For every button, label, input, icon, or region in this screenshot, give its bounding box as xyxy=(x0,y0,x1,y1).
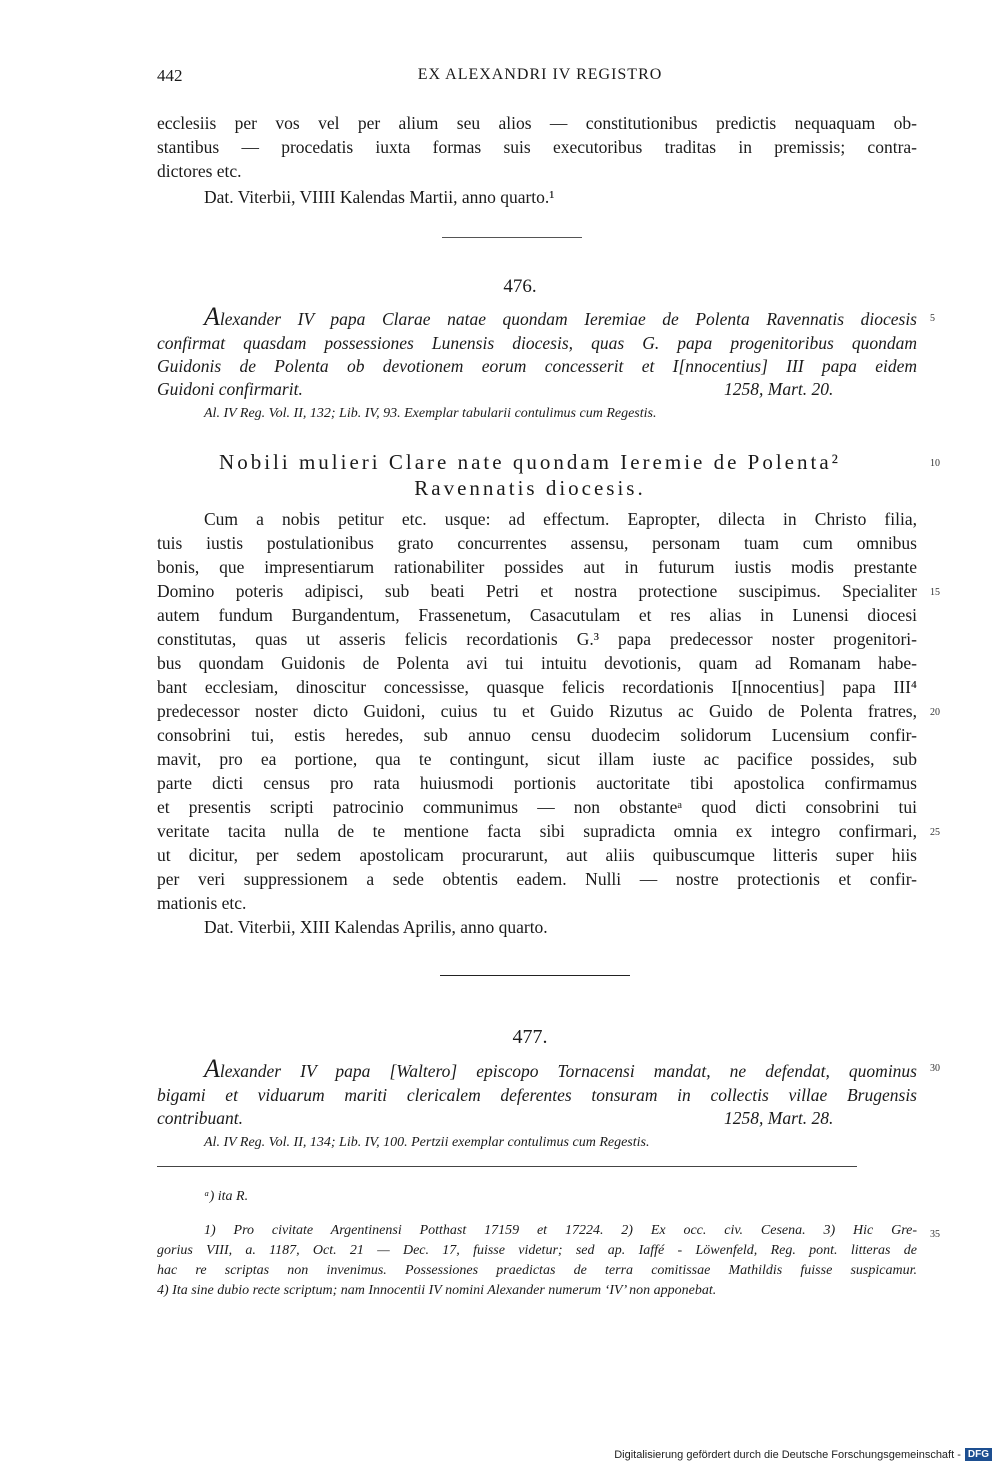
regest-line: Guidoni confirmarit. xyxy=(157,379,303,399)
footnote-rule xyxy=(157,1166,857,1167)
body-line: bus quondam Guidonis de Polenta avi tui intuitu devotionis, quam ad Romanam habe- xyxy=(157,653,917,673)
text-line: stantibus — procedatis iuxta formas suis executoribus traditas in premissis; contra- xyxy=(157,137,917,157)
regest-line: contribuant. xyxy=(157,1108,244,1128)
body-line: veritate tacita nulla de te mentione facta sibi supradicta omnia ex integro confirmari, xyxy=(157,821,917,841)
body-line: et presentis scripti patrocinio communimus — non obstanteᵃ quod dicti consobrini tui xyxy=(157,797,917,817)
document-number: 477. xyxy=(512,1026,548,1048)
body-line: per veri suppressionem a sede obtentis eadem. Nulli — nostre protectionis et confir- xyxy=(157,869,917,889)
margin-line-number: 30 xyxy=(930,1063,940,1074)
variant-note: ᵃ) ita R. xyxy=(204,1189,249,1204)
margin-line-number: 15 xyxy=(930,587,940,598)
body-line: parte dicti census pro rata huiusmodi portionis auctoritate tibi apostolica confirmamus xyxy=(157,773,917,793)
running-title: EX ALEXANDRI IV REGISTRO xyxy=(417,66,663,83)
digitization-credit xyxy=(614,1448,992,1461)
body-line: bonis, que impresentiarum rationabiliter possides aut in futurum iustis modis prestante xyxy=(157,557,917,577)
dating-line: Dat. Viterbii, VIIII Kalendas Martii, anno quarto.¹ xyxy=(204,187,555,207)
footnote-line: 1) Pro civitate Argentinensi Potthast 17159 et 17224. 2) Ex occ. civ. Cesena. 3) Hic Gre- xyxy=(204,1223,917,1238)
body-line: ut dicitur, per sedem apostolicam procurarunt, aut aliis quibuscumque litteris super hiis xyxy=(157,845,917,865)
body-line: Domino poteris adipisci, sub beati Petri et nostra protectione suscipimus. Specialiter xyxy=(157,581,917,601)
regest-line-text: lexander IV papa [Waltero] episcopo Tornacensi mandat, ne defendat, quominus xyxy=(219,1061,917,1081)
regest-line-text: lexander IV papa Clarae natae quondam Ieremiae de Polenta Ravennatis diocesis xyxy=(219,309,917,329)
regest-initial: A xyxy=(204,302,220,331)
body-line: constitutas, quas ut asseris felicis recordationis G.³ papa predecessor noster progenitori- xyxy=(157,629,917,649)
source-note: Al. IV Reg. Vol. II, 132; Lib. IV, 93. Exemplar tabularii contulimus cum Regestis. xyxy=(204,406,657,421)
margin-line-number: 25 xyxy=(930,827,940,838)
address-line: Ravennatis diocesis. xyxy=(414,476,646,500)
footnote-line: gorius VIII, a. 1187, Oct. 21 — Dec. 17, fuisse videtur; sed ap. Iaffé - Löwenfeld, Reg. pont. litteras de xyxy=(157,1243,917,1258)
margin-line-number: 20 xyxy=(930,707,940,718)
margin-line-number: 10 xyxy=(930,458,940,469)
dating-line: Dat. Viterbii, XIII Kalendas Aprilis, anno quarto. xyxy=(204,917,548,937)
text-line: ecclesiis per vos vel per alium seu alios — constitutionibus predictis nequaquam ob- xyxy=(157,113,917,133)
margin-line-number: 35 xyxy=(930,1229,940,1240)
regest-line xyxy=(204,1054,917,1084)
section-separator xyxy=(440,975,630,976)
credit-text: Digitalisierung gefördert durch die Deutsche Forschungsgemeinschaft - xyxy=(614,1448,961,1461)
regest-line: Guidonis de Polenta ob devotionem eorum concesserit et I[nnocentius] III papa eidem xyxy=(157,356,917,376)
footnote-line: hac re scriptas non invenimus. Possessiones praedictas de terra comitissae Mathildis fuisse suspicamur. xyxy=(157,1263,917,1278)
body-line: mationis etc. xyxy=(157,893,247,913)
body-line: tuis iustis postulationibus grato concurrentes assensu, personam tuam cum omnibus xyxy=(157,533,917,553)
regest-initial: A xyxy=(204,1054,220,1083)
regest-line: bigami et viduarum mariti clericalem deferentes tonsuram in collectis villae Brugensis xyxy=(157,1085,917,1105)
regest-date: 1258, Mart. 28. xyxy=(724,1108,834,1128)
section-separator xyxy=(442,237,582,238)
margin-line-number: 5 xyxy=(930,313,935,324)
regest-line: confirmat quasdam possessiones Lunensis diocesis, quas G. papa progenitoribus quondam xyxy=(157,333,917,353)
body-line: consobrini tui, estis heredes, sub annuo censu duodecim solidorum Lucensium confir- xyxy=(157,725,917,745)
address-line: Nobili mulieri Clare nate quondam Ieremie de Polenta² xyxy=(219,450,841,474)
document-number: 476. xyxy=(503,276,537,297)
regest-line xyxy=(204,302,917,332)
source-note: Al. IV Reg. Vol. II, 134; Lib. IV, 100. Pertzii exemplar contulimus cum Regestis. xyxy=(204,1135,650,1150)
regest-date: 1258, Mart. 20. xyxy=(724,379,834,399)
body-line: mavit, pro ea portione, qua te contingunt, sicut illam iuste ac pacifice possides, sub xyxy=(157,749,917,769)
page-number: 442 xyxy=(157,66,183,85)
footnote-line: 4) Ita sine dubio recte scriptum; nam Innocentii IV nomini Alexander numerum ‘IV’ non apponebat. xyxy=(157,1283,717,1298)
body-line: autem fundum Burgandentum, Frassenetum, Casacutulam et res alias in Lunensi diocesi xyxy=(157,605,917,625)
dfg-logo: DFG xyxy=(965,1448,992,1461)
body-line: predecessor noster dicto Guidoni, cuius tu et Guido Rizutus ac Guido de Polenta fratres, xyxy=(157,701,917,721)
body-line: Cum a nobis petitur etc. usque: ad effectum. Eapropter, dilecta in Christo filia, xyxy=(204,509,917,529)
body-line: bant ecclesiam, dinoscitur concessisse, quasque felicis recordationis I[nnocentius] papa III⁴ xyxy=(157,677,917,697)
text-line: dictores etc. xyxy=(157,161,242,181)
